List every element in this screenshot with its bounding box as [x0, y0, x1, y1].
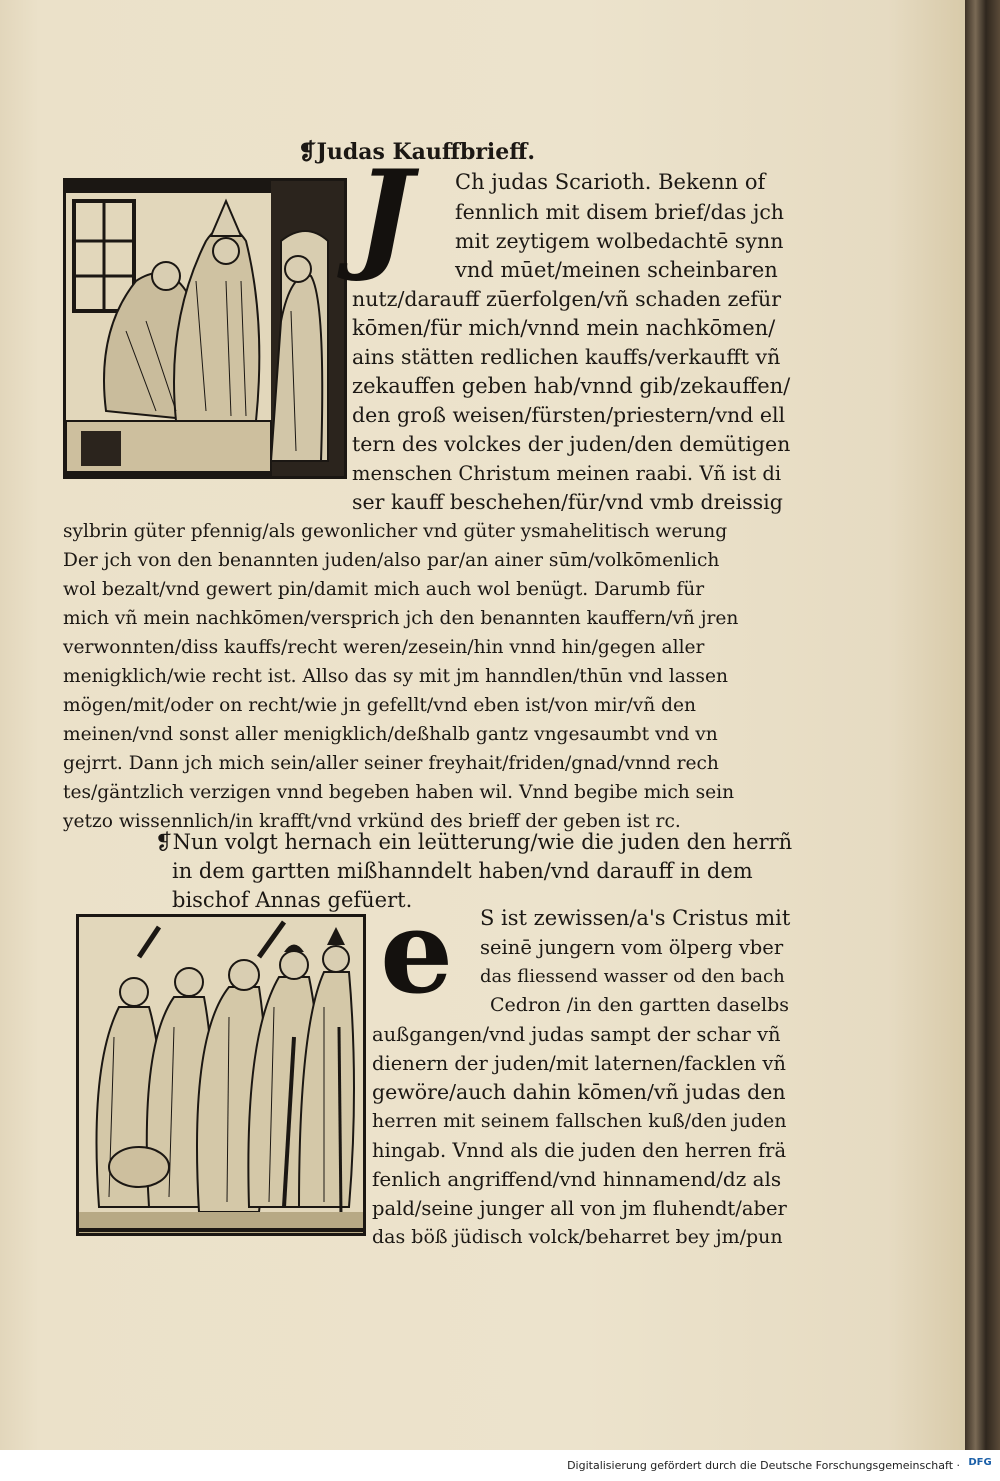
text-line: das böß jüdisch volck/beharret bey jm/pun	[372, 1226, 783, 1248]
footer-credit: Digitalisierung gefördert durch die Deutsche Forschungsgemeinschaft ·	[567, 1459, 960, 1472]
text-line: wol bezalt/vnd gewert pin/damit mich auch wol benügt. Darumb für	[63, 579, 705, 600]
woodcut-arrest	[76, 914, 366, 1236]
text-line: zekauffen geben hab/vnnd gib/zekauffen/	[352, 374, 791, 398]
text-line: mich vñ mein nachkōmen/versprich jch den benannten kauffern/vñ jren	[63, 608, 739, 629]
section-heading-line: in dem gartten mißhanndelt haben/vnd darauff in dem	[172, 859, 753, 883]
section-heading-line: ❡Nun volgt hernach ein leütterung/wie die juden den herrñ	[155, 830, 793, 854]
dfg-logo: DFG	[968, 1457, 992, 1468]
text-line: seinē jungern vom ölperg vber	[480, 936, 784, 959]
text-line: ser kauff beschehen/für/vnd vmb dreissig	[352, 490, 783, 514]
text-line: dienern der juden/mit laternen/facklen vñ	[372, 1052, 786, 1075]
text-line: ains stätten redlichen kauffs/verkaufft vñ	[352, 345, 781, 369]
book-edge	[965, 0, 1000, 1450]
drop-cap-e: e	[380, 885, 454, 1020]
text-line: menschen Christum meinen raabi. Vñ ist di	[352, 462, 782, 485]
text-line: tes/gäntzlich verzigen vnnd begeben haben wil. Vnnd begibe mich sein	[63, 782, 735, 803]
pilcrow-icon: ❡	[155, 830, 173, 854]
text-line: menigklich/wie recht ist. Allso das sy mit jm hanndlen/thūn vnd lassen	[63, 666, 728, 687]
text-line: vnd mūet/meinen scheinbaren	[455, 258, 778, 282]
text-line: gejrrt. Dann jch mich sein/aller seiner freyhait/friden/gnad/vnnd rech	[63, 753, 719, 774]
pilcrow-icon: ❡	[298, 139, 317, 165]
text-line: Der jch von den benannten juden/also par/an ainer sūm/volkōmenlich	[63, 550, 720, 571]
text-line: herren mit seinem fallschen kuß/den juden	[372, 1110, 787, 1132]
text-line: gewöre/auch dahin kōmen/vñ judas den	[372, 1080, 786, 1104]
text-line: fenlich angriffend/vnd hinnamend/dz als	[372, 1167, 782, 1191]
page-title: ❡Judas Kauffbrieff.	[298, 139, 535, 165]
text-line: Ch judas Scarioth. Bekenn of	[455, 170, 766, 194]
text-line: tern des volckes der juden/den demütigen	[352, 432, 791, 456]
arrest-in-garden-woodcut-icon	[79, 917, 363, 1233]
text-line: verwonnten/diss kauffs/recht weren/zesein/hin vnnd hin/gegen aller	[63, 637, 705, 658]
text-line: Cedron /in den gartten daselbs	[490, 994, 790, 1016]
text-line: kōmen/für mich/vnnd mein nachkōmen/	[352, 316, 776, 340]
section-heading-line: bischof Annas gefüert.	[172, 888, 413, 912]
judas-betrayal-woodcut-icon	[66, 181, 344, 476]
text-line: nutz/darauff zūerfolgen/vñ schaden zefür	[352, 287, 782, 311]
text-line: den groß weisen/fürsten/priestern/vnd ell	[352, 403, 786, 427]
text-line: yetzo wissennlich/in krafft/vnd vrkünd des brieff der geben ist rc.	[63, 811, 681, 832]
woodcut-judas-contract	[63, 178, 347, 479]
text-line: mögen/mit/oder on recht/wie jn gefellt/vnd eben ist/von mir/vñ den	[63, 695, 697, 716]
text-line: pald/seine junger all von jm fluhendt/aber	[372, 1197, 787, 1220]
text-line: mit zeytigem wolbedachtē synn	[455, 229, 784, 253]
text-line: sylbrin güter pfennig/als gewonlicher vnd güter ysmahelitisch werung	[63, 521, 728, 542]
drop-cap-j: J	[356, 144, 413, 285]
text-line: außgangen/vnd judas sampt der schar vñ	[372, 1023, 781, 1046]
text-line: S ist zewissen/a's Cristus mit	[480, 906, 791, 930]
text-line: das fliessend wasser od den bach	[480, 966, 785, 987]
text-line: hingab. Vnnd als die juden den herren frä	[372, 1139, 787, 1162]
text-line: fennlich mit disem brief/das jch	[455, 200, 785, 224]
text-line: meinen/vnd sonst aller menigklich/deßhalb gantz vngesaumbt vnd vn	[63, 724, 718, 745]
